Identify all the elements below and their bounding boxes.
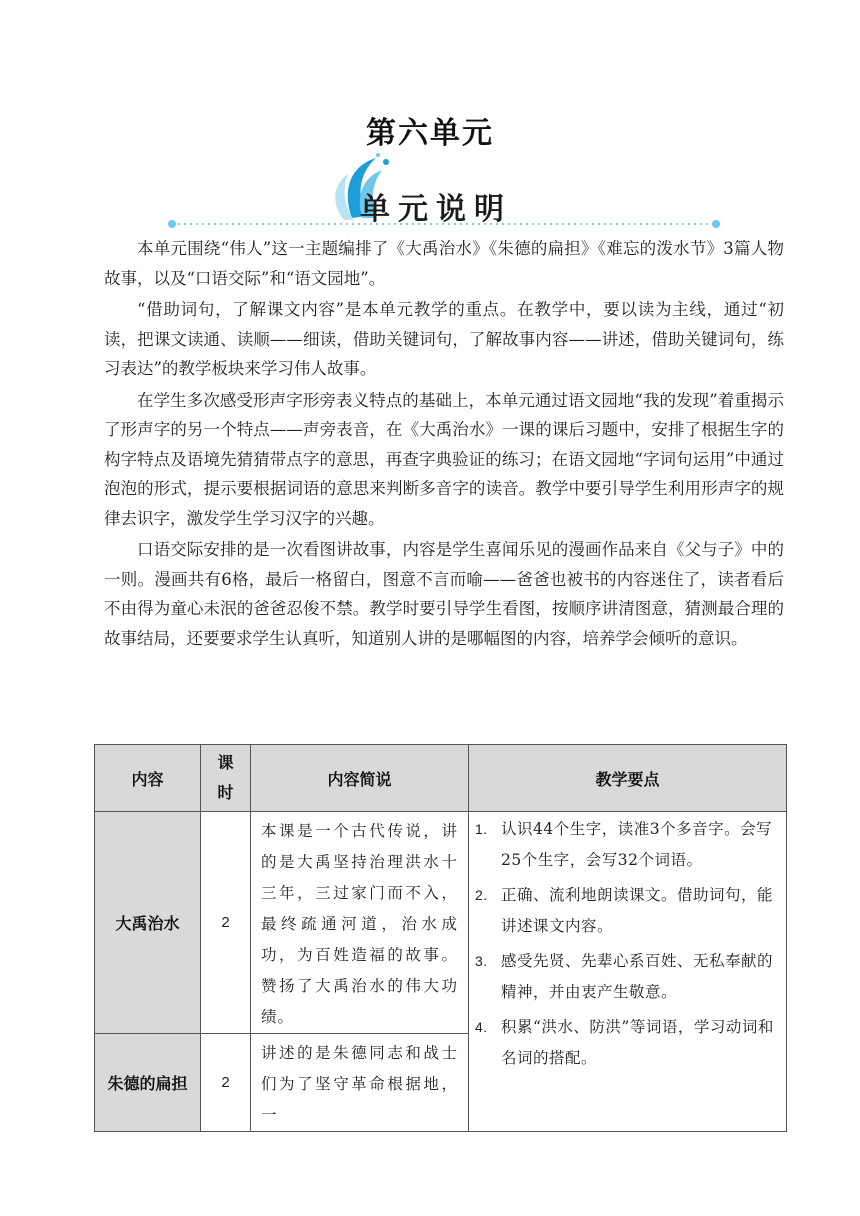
table-header-row — [95, 745, 787, 812]
objective-item — [475, 946, 776, 1008]
lesson-hours: 2 — [201, 812, 251, 1034]
objective-number: 3. — [475, 953, 488, 969]
paragraph: 口语交际安排的是一次看图讲故事，内容是学生喜闻乐见的漫画作品来自《父与子》中的一则。漫画共有6格，最后一格留白，图意不言而喻——爸爸也被书的内容迷住了，读者看后不由得为童心未泯的爸爸忍俊不禁。教学时要引导学生看图，按顺序讲清图意，猜测最合理的故事结局，还要要求学生认真听，知道别人讲的是哪幅图的内容，培养学会倾听的意识。 — [104, 540, 784, 648]
header-hours — [201, 745, 251, 812]
unit-description — [104, 234, 784, 655]
objective-text: 认识44个生字，读准3个多音字。会写25个生字，会写32个词语。 — [501, 820, 773, 869]
section-banner-title: 单元说明 — [360, 192, 512, 227]
table-row — [95, 812, 787, 1034]
header-content: 内容 — [95, 745, 201, 812]
objective-text: 正确、流利地朗读课文。借助词句，能讲述课文内容。 — [501, 886, 774, 935]
lesson-hours: 2 — [201, 1034, 251, 1132]
lesson-summary: 本课是一个古代传说，讲的是大禹坚持治理洪水十三年，三过家门而不入，最终疏通河道，治水成功，为百姓造福的故事。赞扬了大禹治水的伟大功绩。 — [251, 812, 469, 1034]
objective-text: 感受先贤、先辈心系百姓、无私奉献的精神，并由衷产生敬意。 — [501, 952, 774, 1001]
header-hours-line2: 时 — [217, 783, 234, 802]
objective-item — [475, 1012, 776, 1074]
lesson-name: 朱德的扁担 — [95, 1034, 201, 1132]
paragraph: “借助词句，了解课文内容”是本单元教学的重点。在教学中，要以读为主线，通过“初读，把课文读通、读顺——细读，借助关键词句，了解故事内容——讲述，借助关键词句，练习表达”的教学板块来学习伟人故事。 — [104, 300, 784, 378]
objective-number: 1. — [475, 821, 488, 837]
objective-item — [475, 814, 776, 876]
objective-text: 积累“洪水、防洪”等词语，学习动词和名词的搭配。 — [501, 1018, 774, 1067]
paragraph: 本单元围绕“伟人”这一主题编排了《大禹治水》《朱德的扁担》《难忘的泼水节》3篇人物故事，以及“口语交际”和“语文园地”。 — [104, 239, 784, 288]
paragraph: 在学生多次感受形声字形旁表义特点的基础上，本单元通过语文园地“我的发现”着重揭示了形声字的另一个特点——声旁表音，在《大禹治水》一课的课后习题中，安排了根据生字的构字特点及语境先猜猜带点字的意思，再查字典验证的练习；在语文园地“字词句运用”中通过泡泡的形式，提示要根据词语的意思来判断多音字的读音。教学中要引导学生利用形声字的规律去识字，激发学生学习汉字的兴趣。 — [104, 390, 784, 528]
lesson-summary: 讲述的是朱德同志和战士们为了坚守革命根据地，一 — [251, 1034, 469, 1132]
header-summary: 内容简说 — [251, 745, 469, 812]
header-objectives: 教学要点 — [469, 745, 787, 812]
lesson-name: 大禹治水 — [95, 812, 201, 1034]
objective-number: 4. — [475, 1019, 488, 1035]
objectives-list — [469, 812, 787, 1132]
objective-item — [475, 880, 776, 942]
objective-number: 2. — [475, 887, 488, 903]
header-hours-line1: 课 — [217, 753, 234, 772]
lesson-table — [94, 744, 787, 1132]
page-title: 第六单元 — [366, 116, 494, 151]
